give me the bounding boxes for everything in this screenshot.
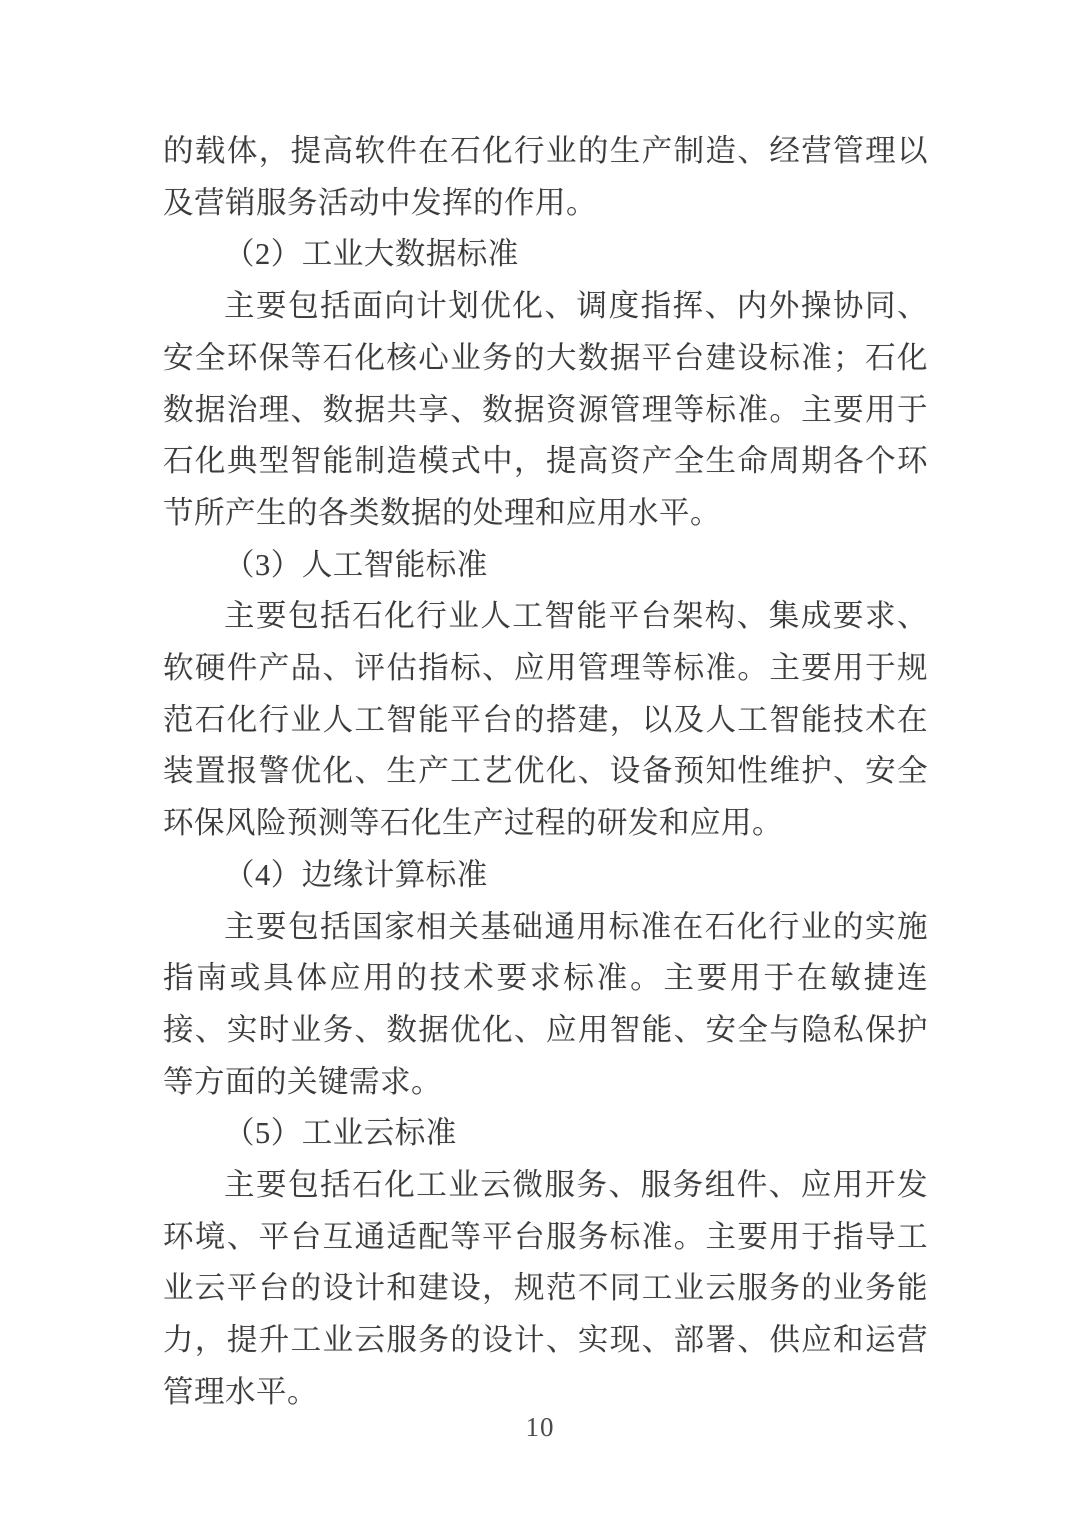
paragraph-edge-computing: 主要包括国家相关基础通用标准在石化行业的实施指南或具体应用的技术要求标准。主要用于在敏捷连接、实时业务、数据优化、应用智能、安全与隐私保护等方面的关键需求。 <box>163 909 928 1099</box>
page-number: 10 <box>525 1412 555 1442</box>
section-heading-industrial-cloud: （5）工业云标准 <box>224 1116 457 1151</box>
section-heading-industrial-big-data: （2）工业大数据标准 <box>224 237 519 272</box>
document-body <box>163 126 928 1419</box>
section-heading-artificial-intelligence: （3）人工智能标准 <box>224 547 488 582</box>
paragraph-software-carrier-continuation: 的载体，提高软件在石化行业的生产制造、经营管理以及营销服务活动中发挥的作用。 <box>163 134 928 220</box>
paragraph-industrial-cloud: 主要包括石化工业云微服务、服务组件、应用开发环境、平台互通适配等平台服务标准。主要用于指导工业云平台的设计和建设，规范不同工业云服务的业务能力，提升工业云服务的设计、实现、部署、供应和运营管理水平。 <box>163 1168 928 1409</box>
paragraph-industrial-big-data: 主要包括面向计划优化、调度指挥、内外操协同、安全环保等石化核心业务的大数据平台建设标准；石化数据治理、数据共享、数据资源管理等标准。主要用于石化典型智能制造模式中，提高资产全生命周期各个环节所产生的各类数据的处理和应用水平。 <box>163 289 928 530</box>
paragraph-artificial-intelligence: 主要包括石化行业人工智能平台架构、集成要求、软硬件产品、评估指标、应用管理等标准。主要用于规范石化行业人工智能平台的搭建，以及人工智能技术在装置报警优化、生产工艺优化、设备预知性维护、安全环保风险预测等石化生产过程的研发和应用。 <box>163 599 928 841</box>
section-heading-edge-computing: （4）边缘计算标准 <box>224 857 488 892</box>
